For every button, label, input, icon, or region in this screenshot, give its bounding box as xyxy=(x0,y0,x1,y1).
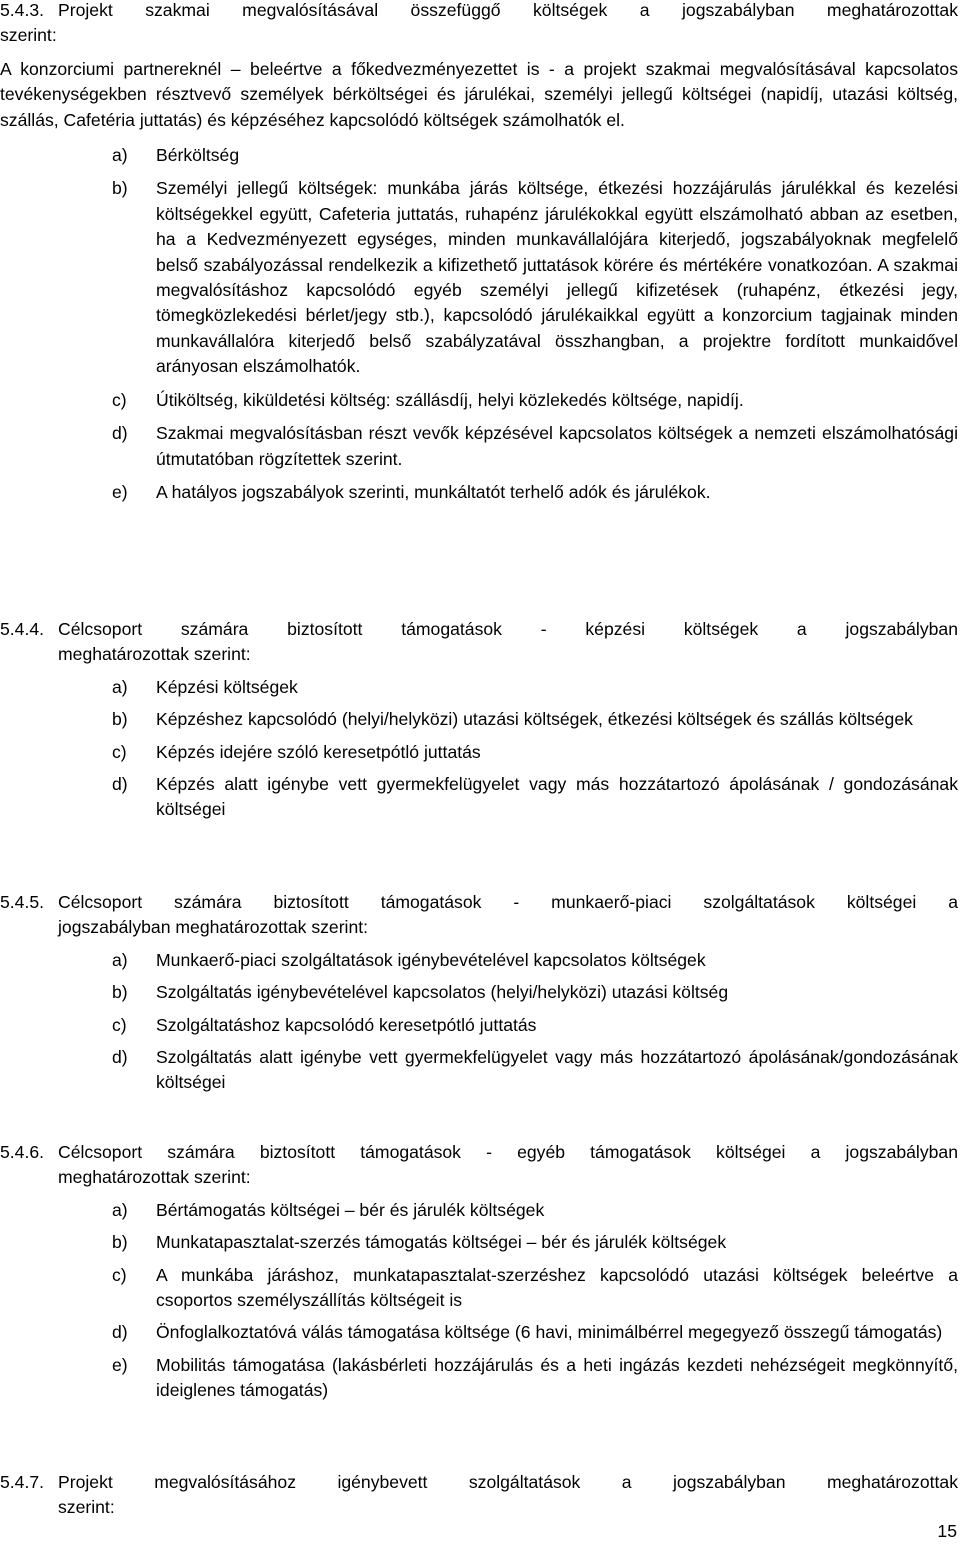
section-5-4-5 xyxy=(0,890,958,1096)
list-item xyxy=(0,740,958,765)
list-item-text: Önfoglalkoztatóvá válás támogatása költsége (6 havi, minimálbérrel megegyező összegű támogatás) xyxy=(156,1322,943,1343)
list-item xyxy=(0,480,958,505)
list-item xyxy=(0,1320,958,1345)
list-item-text: Szolgáltatás alatt igénybe vett gyermekfelügyelet vagy más hozzátartozó ápolásának/gondozásának költségei xyxy=(156,1047,958,1093)
cost-list xyxy=(0,948,958,1096)
list-item-label: b) xyxy=(112,178,128,199)
section-number: 5.4.6. xyxy=(0,1142,45,1162)
list-item-text: A munkába járáshoz, munkatapasztalat-szerzéshez kapcsolódó utazási költségek beleértve a csoportos személyszállítás költségeit is xyxy=(156,1264,958,1311)
list-item xyxy=(0,1230,958,1255)
section-title: Célcsoport számára biztosított támogatások - munkaerő-piaci szolgáltatások költségei a xyxy=(58,892,958,912)
list-item xyxy=(0,1198,958,1223)
list-item-label: c) xyxy=(112,1264,127,1285)
section-5-4-7 xyxy=(0,1470,958,1521)
list-item-label: d) xyxy=(112,1047,128,1068)
section-title-continuation: szerint: xyxy=(0,25,57,46)
section-title-continuation: meghatározottak szerint: xyxy=(58,1167,251,1188)
list-item xyxy=(0,143,958,168)
list-item-label: d) xyxy=(112,1322,128,1343)
list-item-label: b) xyxy=(112,1232,128,1253)
section-title: Projekt megvalósításához igénybevett szolgáltatások a jogszabályban meghatározottak xyxy=(58,1472,958,1492)
list-item xyxy=(0,388,958,413)
section-5-4-3 xyxy=(0,0,958,505)
section-number: 5.4.7. xyxy=(0,1472,45,1492)
list-item-label: a) xyxy=(112,949,128,970)
section-title: Projekt szakmai megvalósításával összefüggő költségek a jogszabályban meghatározottak xyxy=(58,0,958,20)
section-number: 5.4.5. xyxy=(0,892,45,912)
list-item xyxy=(0,772,958,823)
list-item-label: c) xyxy=(112,389,127,410)
list-item xyxy=(0,421,958,472)
section-title: Célcsoport számára biztosított támogatások - egyéb támogatások költségei a jogszabályban xyxy=(58,1142,958,1162)
list-item-text: Személyi jellegű költségek: munkába járás költsége, étkezési hozzájárulás járulékkal és kezelési költségekkel együtt, Cafeteria juttatás, ruhapénz járulékokkal együtt elszámolható abban az esetben, ha a Kedvezményezett egységes, minden munkavállalójára kiterjedő, jogszabályoknak megfelelő belső szabályozással rendelkezik a kifizethető juttatások körére és mértékére vonatkozóan. A szakmai megvalósításhoz kapcsolódó egyéb személyi jellegű kifizetések (ruhapénz, étkezési jegy, tömegközlekedési bérlet/jegy stb.), kapcsolódó járulékaikkal együtt a konzorcium tagjainak minden munkavállalóra kiterjedő belső szabályzatával összhangban, a projektre fordított munkaidővel arányosan elszámolhatók. xyxy=(156,178,958,377)
list-item xyxy=(0,675,958,700)
cost-list xyxy=(0,143,958,505)
section-intro-paragraph: A konzorciumi partnereknél – beleértve a főkedvezményezettet is - a projekt szakmai megvalósításával kapcsolatos tevékenységekben résztvevő személyek bérköltségei és járulékai, személyi jellegű költségei (napidíj, utazási költség, szállás, Cafetéria juttatás) és képzéséhez kapcsolódó költségek számolhatók el. xyxy=(0,58,958,130)
list-item-label: c) xyxy=(112,1014,127,1035)
list-item-text: Munkatapasztalat-szerzés támogatás költségei – bér és járulék költségek xyxy=(156,1232,727,1253)
list-item-text: Képzés alatt igénybe vett gyermekfelügyelet vagy más hozzátartozó ápolásának / gondozásának költségei xyxy=(156,774,958,820)
list-item xyxy=(0,1263,958,1314)
section-heading xyxy=(0,617,958,642)
list-item xyxy=(0,1045,958,1096)
list-item-text: Mobilitás támogatása (lakásbérleti hozzájárulás és a heti ingázás kezdeti nehézségeit megkönnyítő, ideiglenes támogatás) xyxy=(156,1354,958,1401)
section-5-4-4 xyxy=(0,617,958,823)
list-item xyxy=(0,176,958,379)
list-item-label: c) xyxy=(112,741,127,762)
list-item-text: A hatályos jogszabályok szerinti, munkáltatót terhelő adók és járulékok. xyxy=(156,481,711,502)
list-item-text: Képzési költségek xyxy=(156,676,298,697)
list-item-text: Szolgáltatás igénybevételével kapcsolatos (helyi/helyközi) utazási költség xyxy=(156,982,729,1003)
list-item xyxy=(0,707,958,732)
list-item-label: b) xyxy=(112,982,128,1003)
section-title-continuation: szerint: xyxy=(58,1497,115,1518)
list-item-label: d) xyxy=(112,423,128,444)
list-item-text: Munkaerő-piaci szolgáltatások igénybevételével kapcsolatos költségek xyxy=(156,949,706,970)
list-item-label: d) xyxy=(112,774,128,795)
list-item-text: Bérköltség xyxy=(156,145,240,166)
section-title-continuation: meghatározottak szerint: xyxy=(58,644,251,665)
list-item-text: Szolgáltatáshoz kapcsolódó keresetpótló juttatás xyxy=(156,1014,537,1035)
section-5-4-6 xyxy=(0,1140,958,1404)
list-item-label: e) xyxy=(112,481,128,502)
list-item-label: a) xyxy=(112,676,128,697)
list-item-label: a) xyxy=(112,1199,128,1220)
cost-list xyxy=(0,675,958,823)
list-item xyxy=(0,980,958,1005)
list-item-label: b) xyxy=(112,709,128,730)
list-item-text: Szakmai megvalósításban részt vevők képzésével kapcsolatos költségek a nemzeti elszámolhatósági útmutatóban rögzítettek szerint. xyxy=(156,423,958,469)
list-item-label: a) xyxy=(112,145,128,166)
cost-list xyxy=(0,1198,958,1404)
list-item xyxy=(0,1013,958,1038)
list-item-text: Képzés idejére szóló keresetpótló juttatás xyxy=(156,741,481,762)
list-item-label: e) xyxy=(112,1354,128,1375)
list-item xyxy=(0,948,958,973)
section-heading xyxy=(0,1470,958,1495)
section-heading xyxy=(0,1140,958,1165)
list-item xyxy=(0,1353,958,1404)
section-number: 5.4.3. xyxy=(0,0,45,20)
list-item-text: Bértámogatás költségei – bér és járulék költségek xyxy=(156,1199,545,1220)
list-item-text: Képzéshez kapcsolódó (helyi/helyközi) utazási költségek, étkezési költségek és szállás költségek xyxy=(156,709,913,730)
section-heading xyxy=(0,890,958,915)
section-number: 5.4.4. xyxy=(0,619,45,639)
page-number: 15 xyxy=(937,1521,957,1541)
section-title-continuation: jogszabályban meghatározottak szerint: xyxy=(58,917,369,938)
section-title: Célcsoport számára biztosított támogatások - képzési költségek a jogszabályban xyxy=(58,619,958,639)
section-heading xyxy=(0,0,958,23)
list-item-text: Útiköltség, kiküldetési költség: szállásdíj, helyi közlekedés költsége, napidíj. xyxy=(156,389,744,410)
